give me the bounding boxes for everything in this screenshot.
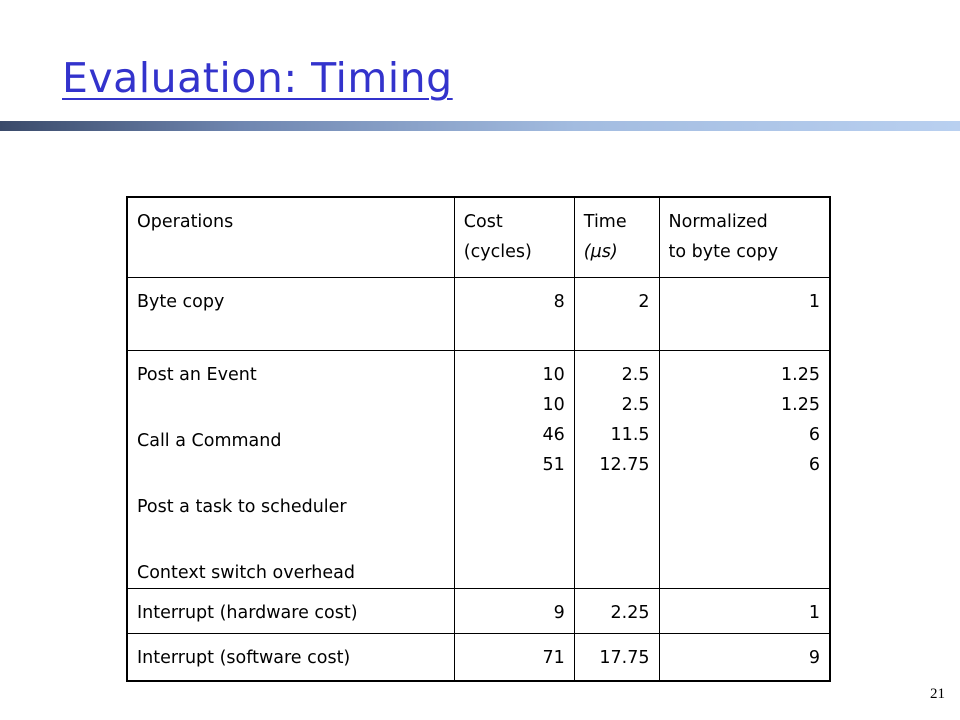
table-row-interrupt-hardware bbox=[127, 589, 830, 634]
cell-costs-list bbox=[454, 351, 574, 589]
table-row-group bbox=[127, 351, 830, 589]
operation-post-event: Post an Event bbox=[137, 365, 257, 385]
cell-normalized: 9 bbox=[659, 634, 830, 682]
cell-operation: Interrupt (hardware cost) bbox=[127, 589, 454, 634]
header-normalized: Normalized to byte copy bbox=[659, 197, 830, 278]
title-divider-bar bbox=[0, 121, 960, 131]
page-number: 21 bbox=[930, 686, 945, 702]
cell-operation: Byte copy bbox=[127, 278, 454, 351]
cell-time: 2 bbox=[574, 278, 659, 351]
normalized-value: 1.25 bbox=[781, 395, 820, 415]
header-operations: Operations bbox=[127, 197, 454, 278]
cell-operation: Interrupt (software cost) bbox=[127, 634, 454, 682]
cell-normalized: 1 bbox=[659, 278, 830, 351]
time-value: 11.5 bbox=[610, 425, 650, 445]
time-value: 12.75 bbox=[599, 455, 650, 475]
operation-post-task: Post a task to scheduler bbox=[137, 497, 347, 517]
table-row-byte-copy bbox=[127, 278, 830, 351]
operation-call-command: Call a Command bbox=[137, 431, 282, 451]
cell-time: 2.25 bbox=[574, 589, 659, 634]
normalized-value: 6 bbox=[808, 425, 820, 445]
cell-time: 17.75 bbox=[574, 634, 659, 682]
table-row-interrupt-software bbox=[127, 634, 830, 682]
header-time: Time (µs) bbox=[574, 197, 659, 278]
cell-cost: 8 bbox=[454, 278, 574, 351]
timing-table bbox=[126, 196, 831, 682]
cell-normalized-list bbox=[659, 351, 830, 589]
cost-value: 46 bbox=[542, 425, 565, 445]
cell-operations-list bbox=[127, 351, 454, 589]
operation-context-switch: Context switch overhead bbox=[137, 563, 355, 583]
normalized-value: 6 bbox=[808, 455, 820, 475]
table-header-row bbox=[127, 197, 830, 278]
cell-normalized: 1 bbox=[659, 589, 830, 634]
cell-times-list bbox=[574, 351, 659, 589]
slide-title: Evaluation: Timing bbox=[62, 54, 453, 102]
cost-value: 10 bbox=[542, 365, 565, 385]
normalized-value: 1.25 bbox=[781, 365, 820, 385]
cell-cost: 71 bbox=[454, 634, 574, 682]
header-cost: Cost (cycles) bbox=[454, 197, 574, 278]
cost-value: 10 bbox=[542, 395, 565, 415]
cost-value: 51 bbox=[542, 455, 565, 475]
cell-cost: 9 bbox=[454, 589, 574, 634]
time-value: 2.5 bbox=[621, 395, 650, 415]
time-value: 2.5 bbox=[621, 365, 650, 385]
